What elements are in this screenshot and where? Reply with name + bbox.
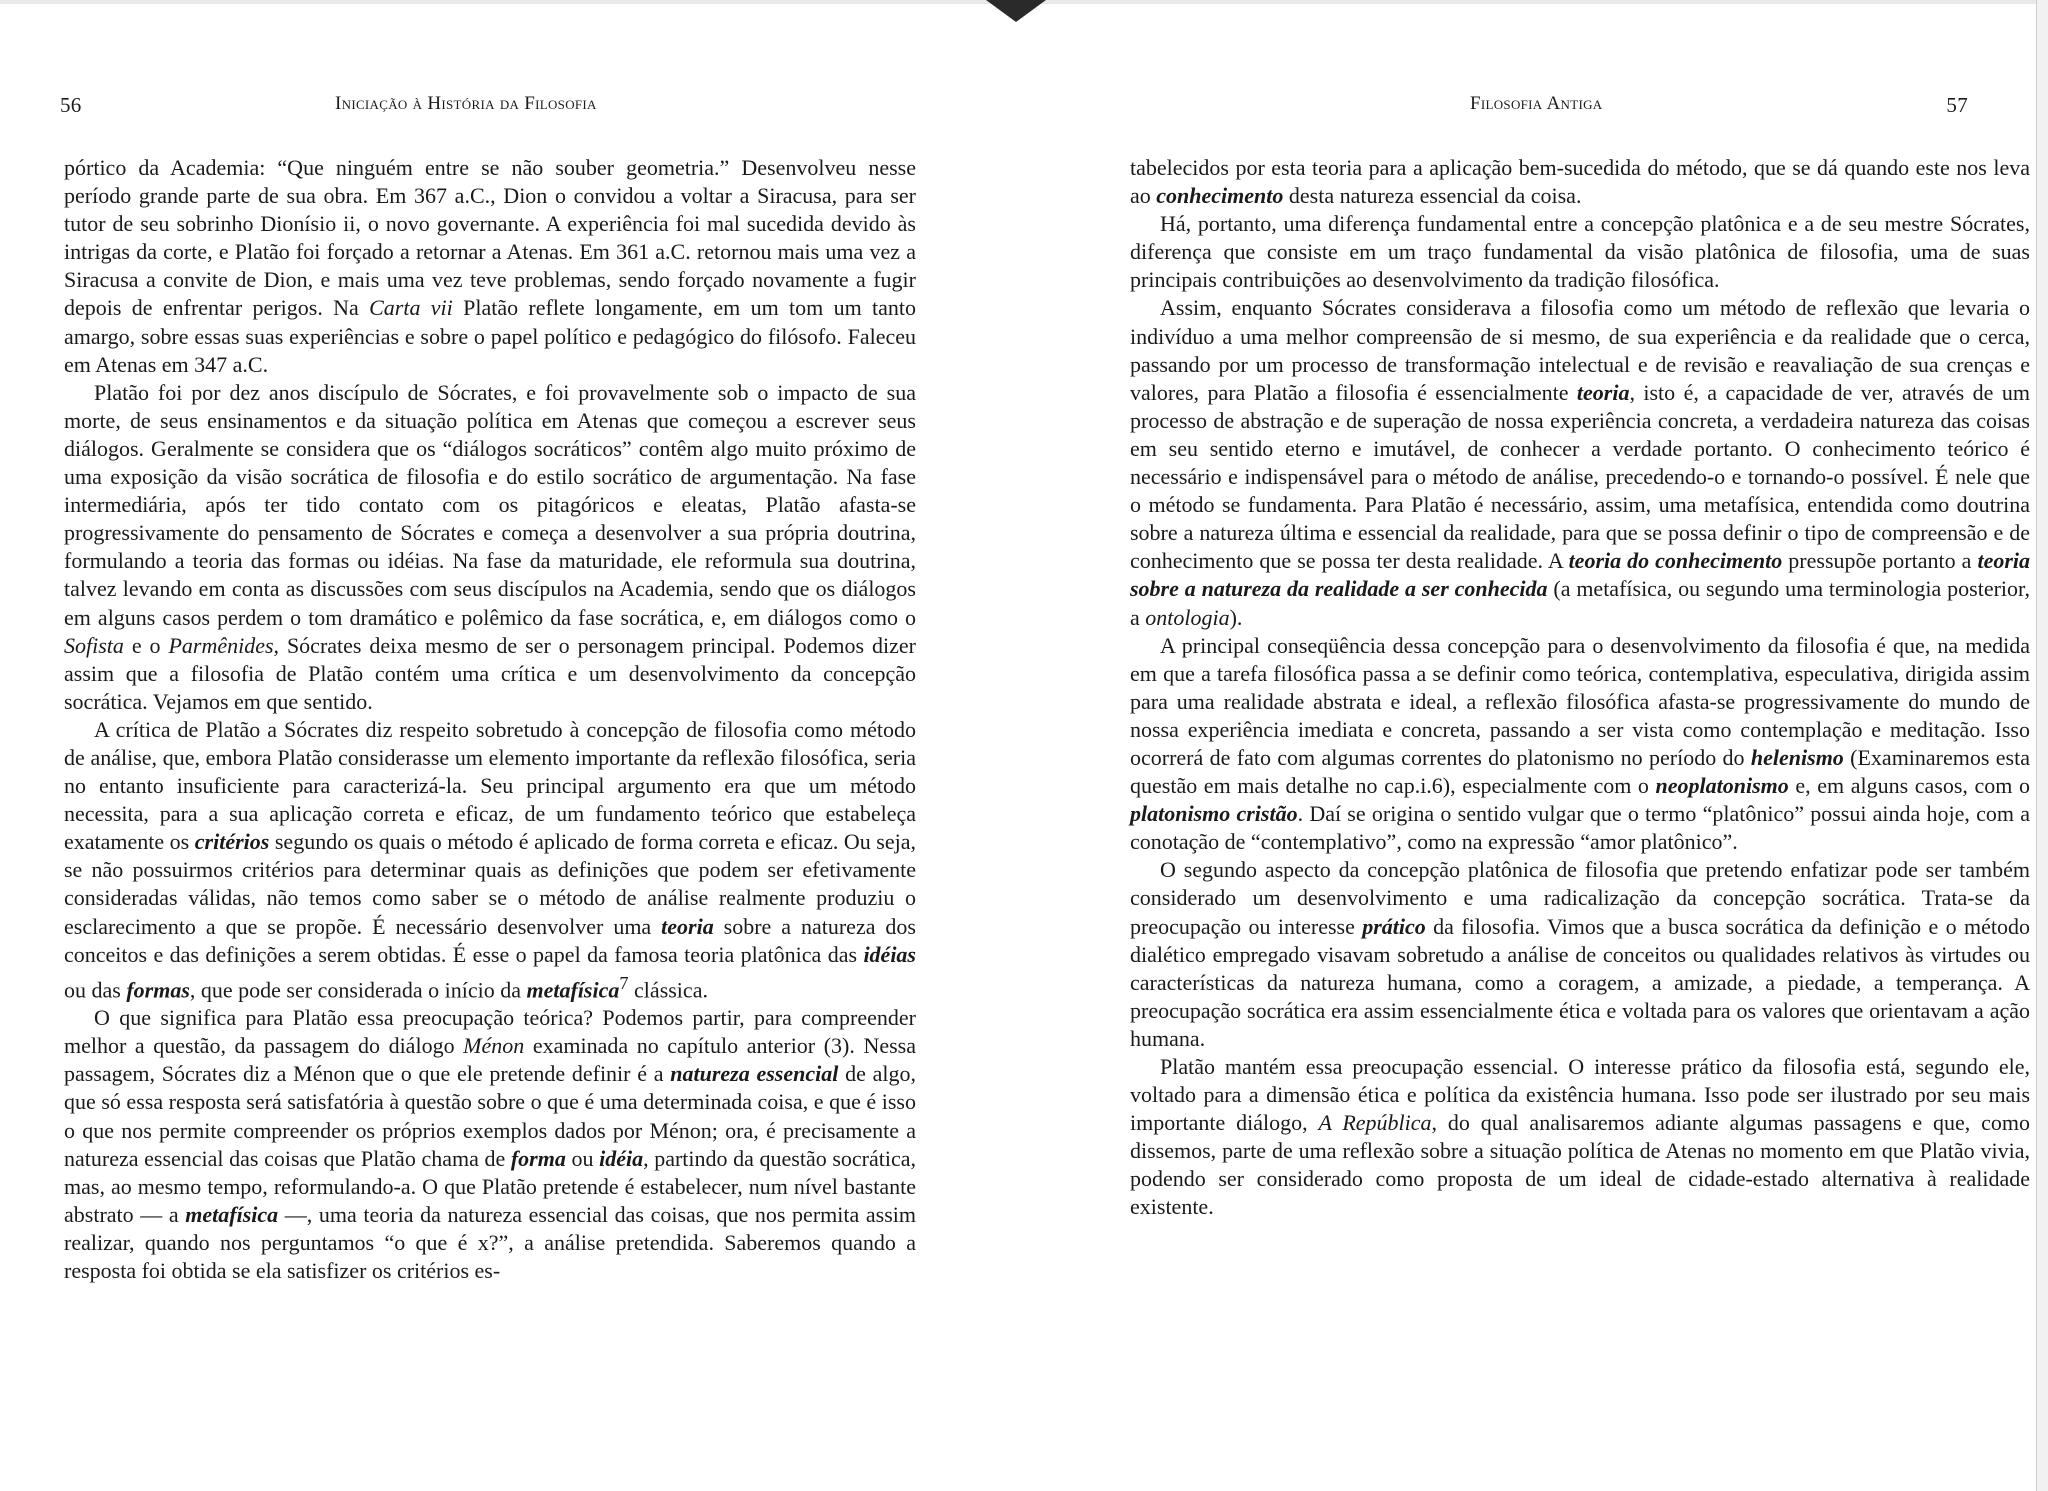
paragraph — [1130, 154, 2030, 210]
right-running-head-title: Filosofia Antiga — [1470, 93, 1603, 114]
italic-title: Sofista — [64, 632, 124, 658]
text-run: —, uma teoria da natureza essencial das coisas, que nos permita assim realizar, quando nos perguntamos “o que é x?”, a análise pretendida. Saberemos quando a resposta foi obtida se ela satisfizer os critérios es- — [64, 1201, 916, 1283]
text-run: examinada no capítulo anterior (3). Nessa passagem, Sócrates diz a Ménon que o que ele pretende definir é a — [64, 1033, 916, 1087]
right-body-text — [1130, 154, 2030, 1222]
emphasized-term: teoria do conhecimento — [1568, 548, 1783, 574]
text-run: Há, portanto, uma diferença fundamental entre a concepção platônica e a de seu mestre Sócrates, diferença que consiste em um traço fundamental da visão platônica de filosofia, uma de suas principais contribuições ao desenvolvimento da tradição filosófica. — [1130, 211, 2030, 293]
footnote-marker: 7 — [619, 972, 629, 993]
text-run: O que significa para Platão essa preocupação teórica? Podemos partir, para compreender melhor a questão, da passagem do diálogo — [64, 1005, 916, 1059]
emphasized-term: platonismo cristão — [1130, 801, 1298, 827]
emphasized-term: prático — [1362, 913, 1426, 939]
emphasized-term: critérios — [194, 829, 270, 855]
text-run: ou das — [64, 977, 127, 1003]
text-run: O segundo aspecto da concepção platônica de filosofia que pretendo enfatizar pode ser também considerado um desenvolvimento e uma radicalização da concepção socrática. Trata-se da preocupação ou interesse — [1130, 857, 2030, 939]
left-page — [0, 0, 990, 1491]
italic-title: Ménon — [463, 1033, 525, 1059]
paragraph — [1130, 1053, 2030, 1222]
text-run: desta natureza essencial da coisa. — [1283, 183, 1582, 209]
italic-title: Parmênides — [168, 632, 274, 658]
emphasized-term: helenismo — [1750, 744, 1844, 770]
paragraph — [64, 379, 916, 716]
emphasized-term: teoria sobre a natureza da realidade a ser conhecida — [1130, 548, 2031, 602]
text-run: , Sócrates deixa mesmo de ser o personagem principal. Podemos dizer assim que a filosofia de Platão contém uma crítica e um desenvolvimento da concepção socrática. Vejamos em que sentido. — [64, 632, 916, 714]
text-run: e, em alguns casos, com o — [1788, 773, 2031, 799]
text-run: A principal conseqüência dessa concepção para o desenvolvimento da filosofia é que, na medida em que a tarefa filosófica passa a se definir como teórica, contemplativa, especulativa, dirigida assim para uma realidade abstrata e ideal, a reflexão filosófica afasta-se progressivamente do mundo de nossa experiência imediata e concreta, passando a ser vista como contemplação e meditação. Isso ocorrerá de fato com algumas correntes do platonismo no período do — [1130, 632, 2030, 770]
text-run: Platão foi por dez anos discípulo de Sócrates, e foi provavelmente sob o impacto de sua morte, de seus ensinamentos e da situação política em Atenas que começou a escrever seus diálogos. Geralmente se considera que os “diálogos socráticos” contêm algo muito próximo de uma exposição da visão socrática de filosofia e do estilo socrático de argumentação. Na fase intermediária, após ter tido contato com os pitagóricos e eleatas, Platão afasta-se progressivamente do pensamento de Sócrates e começa a desenvolver a sua própria doutrina, formulando a teoria das formas ou idéias. Na fase da maturidade, ele reformula sua doutrina, talvez levando em conta as discussões com seus discípulos na Academia, sendo que os diálogos em alguns casos perdem o tom dramático e polêmico da fase socrática, e, em diálogos como o — [64, 379, 916, 630]
emphasized-term: conhecimento — [1156, 183, 1284, 209]
text-run: pressupõe portanto a — [1782, 548, 1978, 574]
paragraph — [64, 1004, 916, 1285]
text-run: A crítica de Platão a Sócrates diz respeito sobretudo à concepção de filosofia como método de análise, que, embora Platão considerasse um elemento importante da reflexão filosófica, seria no entanto insuficiente para caracterizá-la. Seu principal argumento era que um método necessita, para a sua aplicação correta e eficaz, de um fundamento teórico que estabeleça exatamente os — [64, 716, 916, 855]
text-run: , que pode ser considerada o início da — [189, 977, 527, 1003]
text-run: , partindo da questão socrática, mas, ao mesmo tempo, reformulando-a. O que Platão pretende é estabelecer, num nível bastante abstrato — a — [64, 1145, 916, 1227]
text-run: e o — [123, 632, 169, 658]
emphasized-term: metafísica — [526, 977, 620, 1003]
text-run: (Examinaremos esta questão em mais detalhe no cap.i.6), especialmente com o — [1130, 744, 2031, 799]
binding-mark — [986, 0, 1046, 22]
text-run: , isto é, a capacidade de ver, através de um processo de abstração e de superação de nossa experiência concreta, a verdadeira natureza das coisas em seu sentido eterno e imutável, de conhecer a verdade portanto. O conhecimento teórico é necessário e indispensável para o método de análise, precedendo-o e tornando-o possível. É nele que o método se fundamenta. Para Platão é necessário, assim, uma metafísica, entendida como doutrina sobre a natureza última e essencial da realidade, para que se possa definir o tipo de compreensão e de conhecimento que se possa ter desta realidade. A — [1130, 379, 2030, 574]
emphasized-term: metafísica — [185, 1201, 279, 1227]
text-run: de algo, que só essa resposta será satisfatória à questão sobre o que é uma determinada coisa, e que é isso o que nos permite compreender os próprios exemplos dados por Ménon; ora, é precisamente a natureza essencial das coisas que Platão chama de — [64, 1061, 916, 1171]
paragraph — [64, 716, 916, 1004]
paragraph — [1130, 210, 2030, 294]
paragraph — [1130, 294, 2030, 631]
text-run: clássica. — [628, 977, 708, 1003]
text-run: segundo os quais o método é aplicado de forma correta e eficaz. Ou seja, se não possuirmos critérios para determinar quais as definições que podem ser efetivamente consideradas válidas, não temos como saber se o método de análise realmente produziu o esclarecimento a que se propõe. É necessário desenvolver uma — [64, 829, 916, 939]
text-run: ). — [1229, 604, 1243, 630]
emphasized-term: formas — [126, 977, 190, 1003]
emphasized-term: idéias — [863, 941, 916, 967]
paragraph — [64, 154, 916, 379]
emphasized-term: forma — [510, 1145, 566, 1171]
text-run: (a metafísica, ou segundo uma terminologia posterior, a — [1130, 576, 2030, 630]
italic-title: ontologia — [1145, 604, 1230, 630]
text-run: Platão mantém essa preocupação essencial. O interesse prático da filosofia está, segundo ele, voltado para a dimensão ética e política da existência humana. Isso pode ser ilustrado por seu mais importante diálogo, — [1130, 1054, 2030, 1136]
left-page-number: 56 — [60, 93, 82, 117]
right-running-header — [1058, 93, 1968, 127]
text-run: Assim, enquanto Sócrates considerava a filosofia como um método de reflexão que levaria o indivíduo a uma melhor compreensão de si mesmo, de sua experiência e da realidade que o cerca, passando por um processo de transformação intelectual e de revisão e reavaliação de sua crenças e valores, para Platão a filosofia é essencialmente — [1130, 295, 2030, 405]
emphasized-term: teoria — [1576, 379, 1630, 405]
paragraph — [1130, 856, 2030, 1053]
left-body-text — [64, 154, 916, 1285]
text-run: , do qual analisaremos adiante algumas passagens e que, como dissemos, parte de uma reflexão sobre a situação política de Atenas no momento em que Platão vivia, podendo ser considerado como proposta de um ideal de cidade-estado alternativa à realidade existente. — [1130, 1110, 2030, 1220]
italic-title: Carta vii — [369, 295, 453, 321]
text-run: Platão reflete longamente, em um tom um tanto amargo, sobre essas suas experiências e sobre o papel político e pedagógico do filósofo. Faleceu em Atenas em 347 a.C. — [64, 295, 916, 377]
text-run: sobre a natureza dos conceitos e das definições a serem obtidas. É esse o papel da famosa teoria platônica das — [64, 913, 916, 967]
text-run: da filosofia. Vimos que a busca socrática da definição e o método dialético empregado visavam sobretudo a análise de conceitos ou qualidades relativos às virtudes ou características da natureza humana, como a coragem, a amizade, a piedade, a temperança. A preocupação socrática era assim essencialmente ética e voltada para os valores que orientavam a ação humana. — [1130, 913, 2030, 1051]
text-run: . Daí se origina o sentido vulgar que o termo “platônico” possui ainda hoje, com a conotação de “contemplativo”, como na expressão “amor platônico”. — [1130, 801, 2031, 855]
emphasized-term: neoplatonismo — [1655, 773, 1789, 799]
text-run: tabelecidos por esta teoria para a aplicação bem-sucedida do método, que se dá quando este nos leva ao — [1130, 155, 2030, 209]
left-running-header — [60, 93, 920, 127]
right-page — [1058, 0, 2031, 1491]
right-page-number: 57 — [1946, 93, 1968, 117]
emphasized-term: idéia — [599, 1145, 644, 1171]
text-run: pórtico da Academia: “Que ninguém entre se não souber geometria.” Desenvolveu nesse período grande parte de sua obra. Em 367 a.C., Dion o convidou a voltar a Siracusa, para ser tutor de seu sobrinho Dionísio ii, o novo governante. A experiência foi mal sucedida devido às intrigas da corte, e Platão foi forçado a retornar a Atenas. Em 361 a.C. retornou mais uma vez a Siracusa a convite de Dion, e mais uma vez teve problemas, sendo forçado novamente a fugir depois de enfrentar perigos. Na — [64, 155, 916, 321]
italic-title: A República — [1318, 1110, 1432, 1136]
text-run: ou — [565, 1145, 600, 1171]
emphasized-term: natureza essencial — [670, 1061, 839, 1087]
page-edge — [2036, 0, 2048, 1491]
paragraph — [1130, 632, 2030, 857]
left-running-head-title: Iniciação à História da Filosofia — [335, 93, 597, 114]
emphasized-term: teoria — [661, 913, 714, 939]
